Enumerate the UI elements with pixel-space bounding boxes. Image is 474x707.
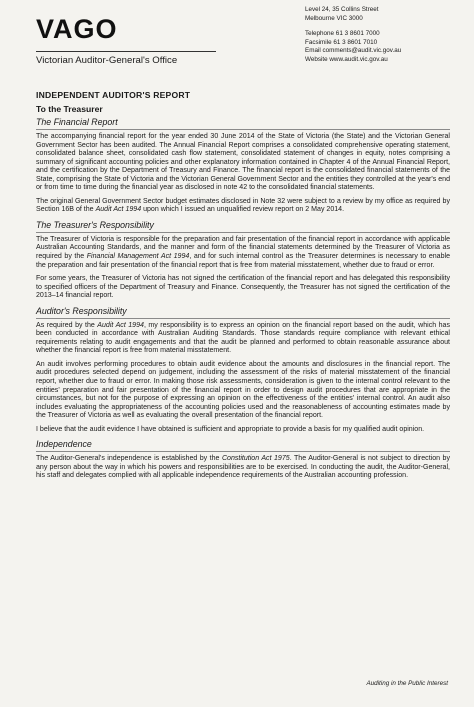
paragraph: The accompanying financial report for the year ended 30 June 2014 of the State of Victoria (the State) and the Victorian General Government Sector has been audited. The Annual Financial Report comprises a consolidated comprehensive operating statement, consolidated balance sheet, consolidated cash flow statement, consolidated statement of changes in equity, notes comprising a summary of significant accounting policies and other explanatory information contained in Chapter 4 of the Annual Financial Report, and the certification by the Department of Treasury and Finance. The financial report is the consolidated financial statements of the State, comprising the State of Victoria and the Victorian General Government Sector and the entities they controlled at the year's end or from time to time during the financial year as disclosed in note 42 to the consolidated financial statements. <box>36 133 450 192</box>
paragraph: For some years, the Treasurer of Victoria has not signed the certification of the financial report and has delegated this responsibility to specified officers of the Department of Treasury and Finance. Consequently, the Treasurer has not signed the certification of the 2013–14 financial report. <box>36 275 450 300</box>
section-divider <box>36 318 450 319</box>
telephone: Telephone 61 3 8601 7000 <box>305 30 380 38</box>
logo-divider <box>36 51 216 52</box>
email: Email comments@audit.vic.gov.au <box>305 47 402 55</box>
website: Website www.audit.vic.gov.au <box>305 55 388 63</box>
footer-tagline: Auditing in the Public Interest <box>366 680 448 687</box>
paragraph: The Treasurer of Victoria is responsible for the preparation and fair presentation of the financial report in accordance with applicable Australian Accounting Standards, and the manner and form of the financial statements determined by the Treasurer of Victoria as required by the Financial Management Act 1994, and for such internal control as the Treasurer determines is necessary to enable the preparation and fair presentation of the financial report that is free from material misstatement, whether due to fraud or error. <box>36 235 450 269</box>
addressee: To the Treasurer <box>36 104 103 114</box>
paragraph: The Auditor-General's independence is established by the Constitution Act 1975. The Auditor-General is not subject to direction by any person about the way in which his powers and responsibilities are to be exercised. In conducting the audit, the Auditor-General, his staff and delegates complied with all applicable independence requirements of the Australian accounting profession. <box>36 455 450 480</box>
office-name: Victorian Auditor-General's Office <box>36 55 178 66</box>
contact-details <box>305 6 401 65</box>
heading-financial-report: The Financial Report <box>36 117 118 127</box>
vago-logo: VAGO <box>36 14 118 44</box>
logo-block <box>36 16 216 67</box>
paragraph: An audit involves performing procedures to obtain audit evidence about the amounts and disclosures in the financial report. The audit procedures selected depend on judgement, including the assessment of the risks of material misstatement of the financial report, whether due to fraud or error. In making those risk assessments, consideration is given to the internal control relevant to the entities' preparation and fair presentation of the financial report in order to design audit procedures that are appropriate in the circumstances, but not for the purpose of expressing an opinion on the effectiveness of the entities' internal control. An audit also includes evaluating the appropriateness of the accounting policies used and the reasonableness of accounting estimates made by the Treasurer of Victoria as well as evaluating the overall presentation of the financial report. <box>36 360 450 420</box>
section-divider <box>36 451 450 452</box>
section-divider <box>36 232 450 233</box>
paragraph: The original General Government Sector budget estimates disclosed in Note 32 were subject to a review by my office as required by Section 16B of the Audit Act 1994 upon which I issued an unqualified review report on 2 May 2014. <box>36 197 450 214</box>
section-divider <box>36 129 450 130</box>
address-line-2: Melbourne VIC 3000 <box>305 14 363 22</box>
report-title: INDEPENDENT AUDITOR'S REPORT <box>36 90 191 100</box>
paragraph: I believe that the audit evidence I have obtained is sufficient and appropriate to provide a basis for my qualified audit opinion. <box>36 425 425 433</box>
facsimile: Facsimile 61 3 8601 7010 <box>305 38 378 46</box>
letterhead <box>36 0 450 84</box>
paragraph: As required by the Audit Act 1994, my responsibility is to express an opinion on the financial report based on the audit, which has been conducted in accordance with Australian Auditing Standards. Those standards require compliance with relevant ethical requirements relating to audit engagements and that the audit be planned and performed to obtain reasonable assurance about whether the financial report is free from material misstatement. <box>36 321 450 355</box>
heading-treasurer-responsibility: The Treasurer's Responsibility <box>36 219 154 230</box>
heading-independence: Independence <box>36 439 92 450</box>
address-line-1: Level 24, 35 Collins Street <box>305 6 379 13</box>
heading-auditor-responsibility: Auditor's Responsibility <box>36 305 127 316</box>
